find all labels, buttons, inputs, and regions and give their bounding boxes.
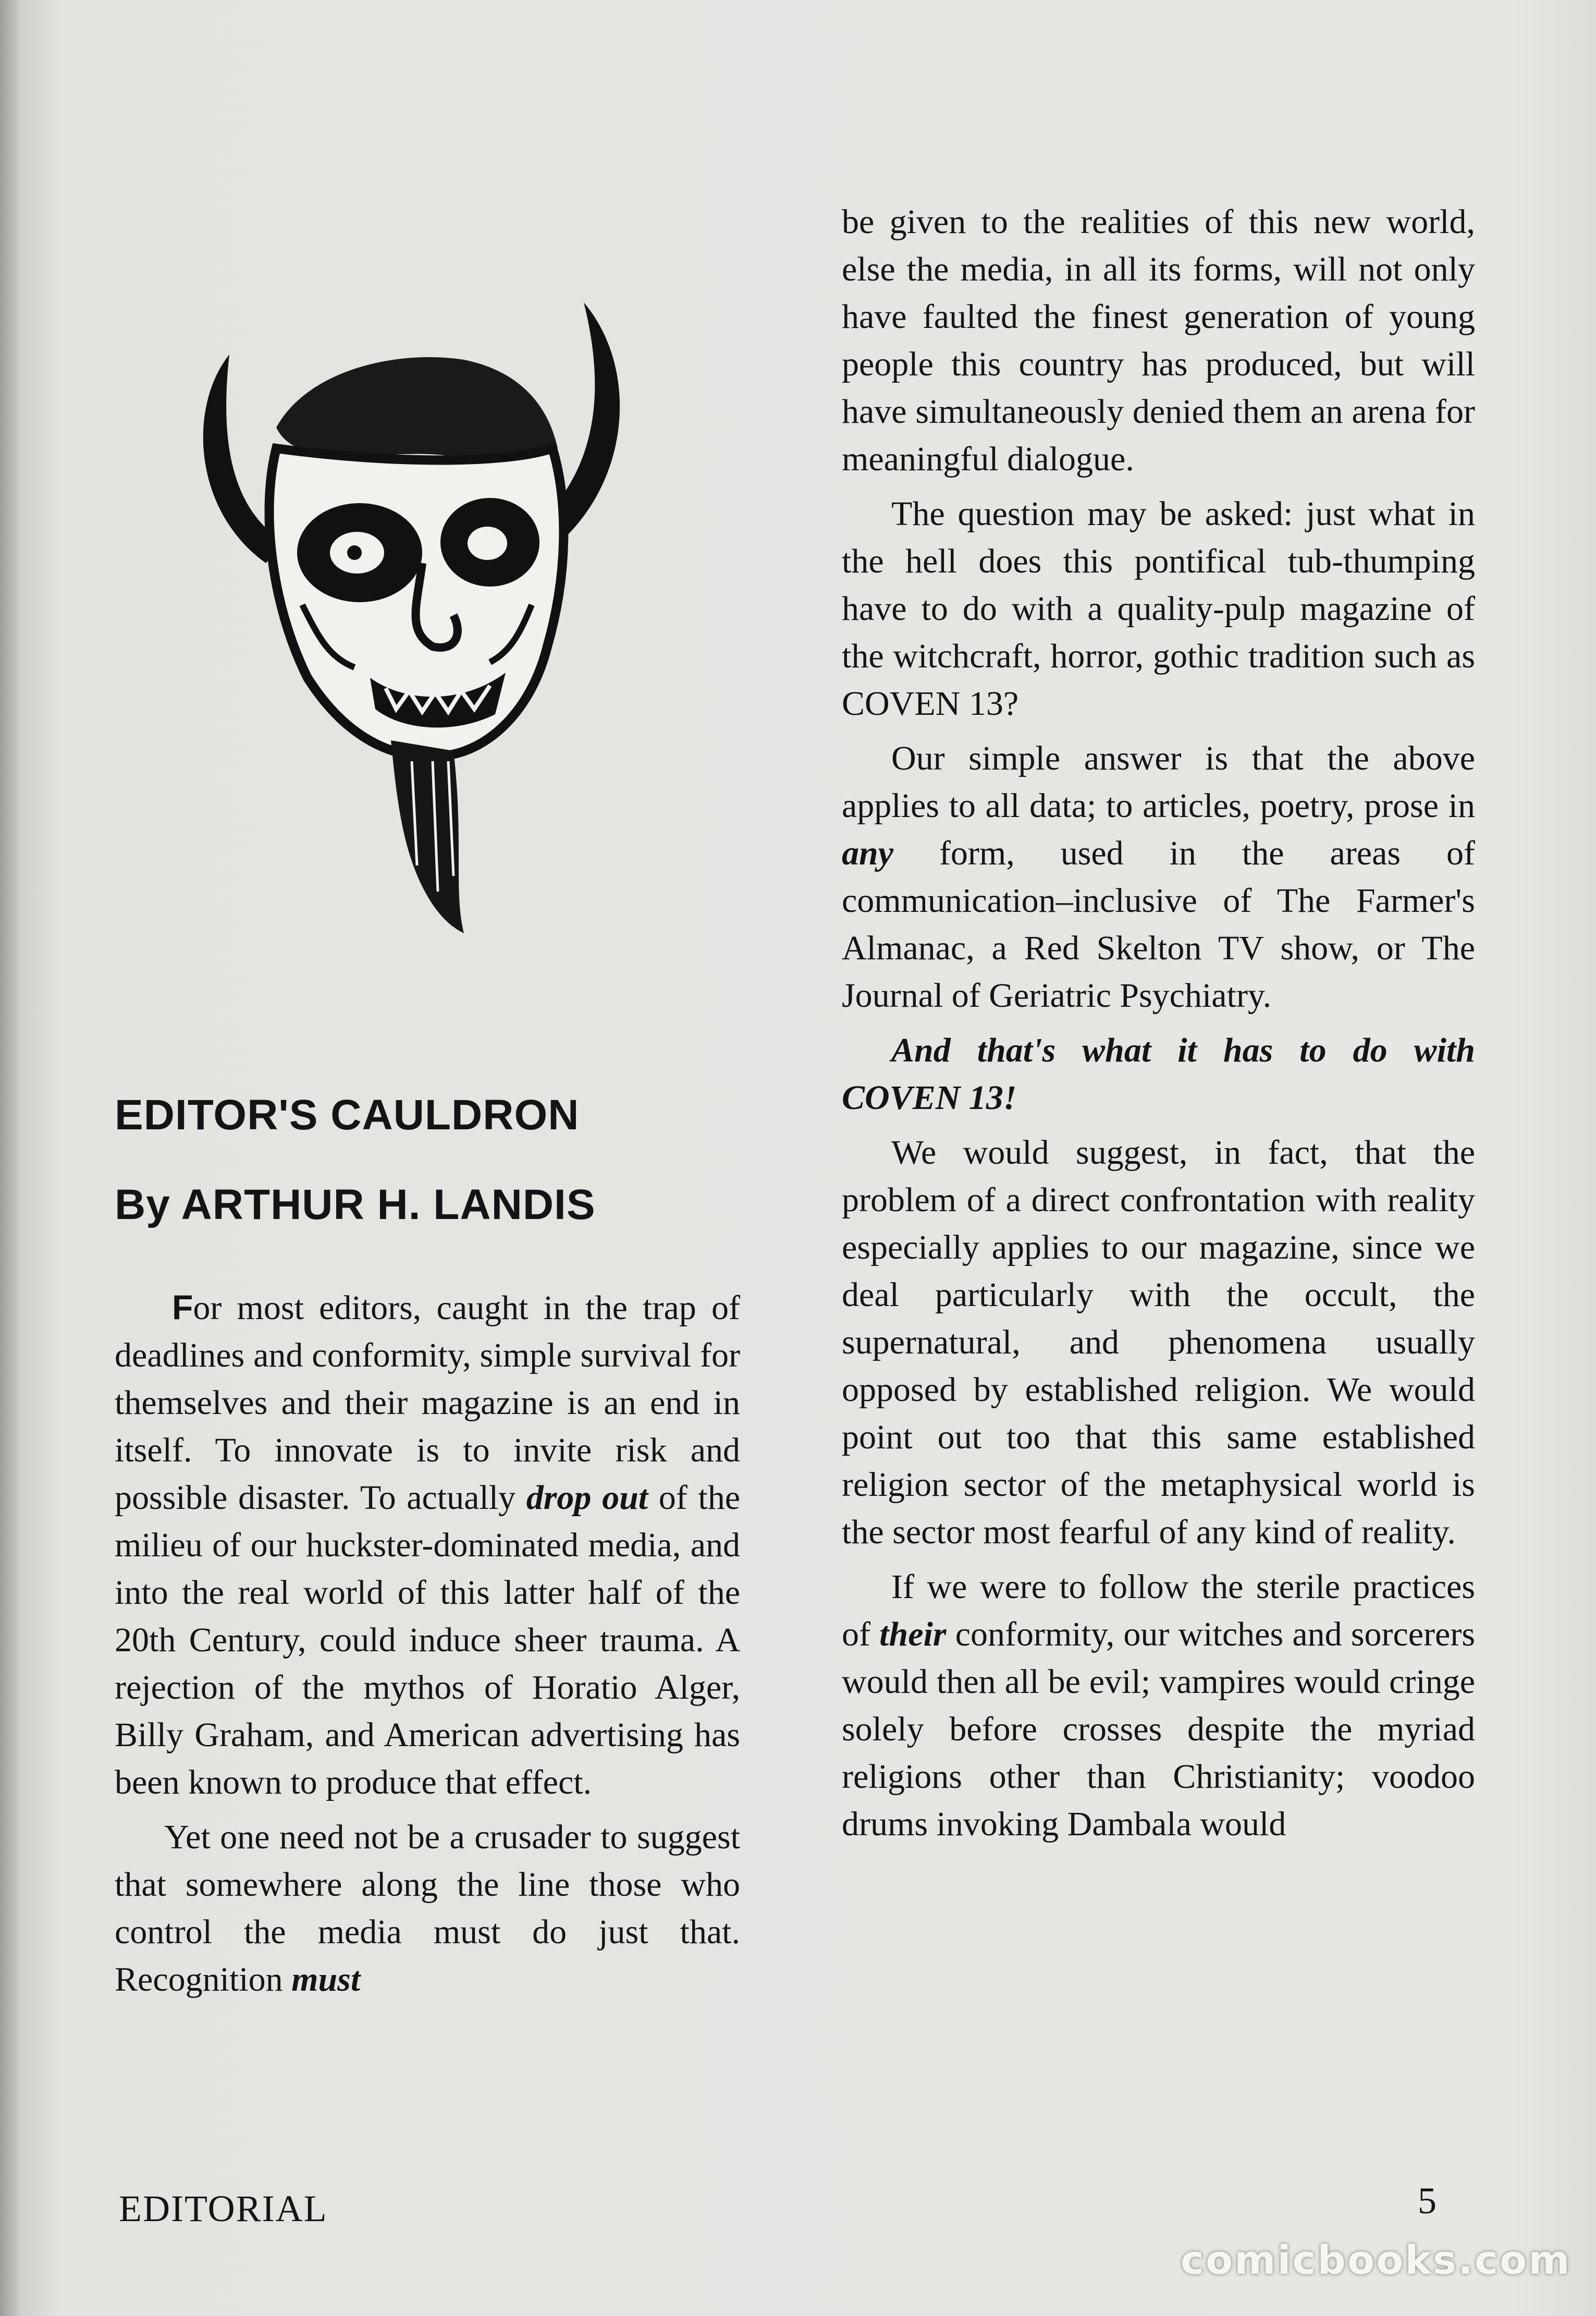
- emphasis-text: any: [842, 834, 893, 872]
- devil-head-icon: [172, 292, 641, 938]
- paragraph: [842, 735, 1475, 1019]
- left-column: [115, 1079, 740, 2003]
- emphasis-text: must: [291, 1960, 361, 1998]
- paragraph-text: conformity, our witches and sorcerers would then all be evil; vampires would cringe solely before crosses despite the myriad religions other than Christianity; voodoo drums invoking Dambala would: [842, 1615, 1475, 1843]
- paragraph: The question may be asked: just what in the hell does this pontifical tub-thumping have to do with a quality-pulp magazine of the witchcraft, horror, gothic tradition such as COVEN 13?: [842, 495, 1475, 723]
- paragraph-text: form, used in the areas of communication–inclusive of The Farmer's Almanac, a Red Skelton TV show, or The Journal of Geriatric Psychiatry.: [842, 834, 1475, 1015]
- article-byline: By ARTHUR H. LANDIS: [115, 1181, 596, 1228]
- page-number: 5: [1418, 2180, 1437, 2222]
- paragraph-text: If we were to follow the sterile practices of: [842, 1568, 1475, 1653]
- paragraph: be given to the realities of this new world, else the media, in all its forms, will not only have faulted the finest generation of young people this country has produced, but will have simultaneously denied them an arena for meaningful dialogue.: [842, 203, 1475, 478]
- section-label: EDITORIAL: [119, 2188, 328, 2229]
- emphasis-text: drop out: [526, 1479, 648, 1517]
- emphasis-paragraph: And that's what it has to do with COVEN 13!: [842, 1031, 1475, 1117]
- paragraph: [842, 1563, 1475, 1848]
- emphasis-text: their: [879, 1615, 947, 1653]
- watermark: comicbooks.com: [1181, 2237, 1572, 2283]
- paragraph: [115, 1813, 740, 2003]
- paragraph-text: Our simple answer is that the above applies to all data; to articles, poetry, prose in: [842, 739, 1475, 825]
- article-title: EDITOR'S CAULDRON: [115, 1091, 580, 1139]
- drop-cap: F: [172, 1288, 193, 1326]
- right-column: [842, 198, 1475, 1848]
- left-body: [115, 1284, 740, 2003]
- paragraph: [115, 1284, 740, 1806]
- paragraph: We would suggest, in fact, that the problem of a direct confrontation with reality especially applies to our magazine, since we deal particularly with the occult, the supernatural, and phenomena usually opposed by established religion. We would point out too that this same established religion sector of the metaphysical world is the sector most fearful of any kind of reality.: [842, 1133, 1475, 1551]
- paragraph-text: or most editors, caught in the trap of deadlines and conformity, simple survival for themselves and their magazine is an end in itself. To innovate is to invite risk and possible disaster. To actually: [115, 1289, 740, 1517]
- paragraph-text: Yet one need not be a crusader to suggest that somewhere along the line those who control the media must do just that. Recognition: [115, 1818, 740, 1998]
- paragraph-text: of the milieu of our huckster-dominated media, and into the real world of this latter half of the 20th Century, could induce sheer trauma. A rejection of the mythos of Horatio Alger, Billy Graham, and American advertising has been known to produce that effect.: [115, 1479, 741, 1801]
